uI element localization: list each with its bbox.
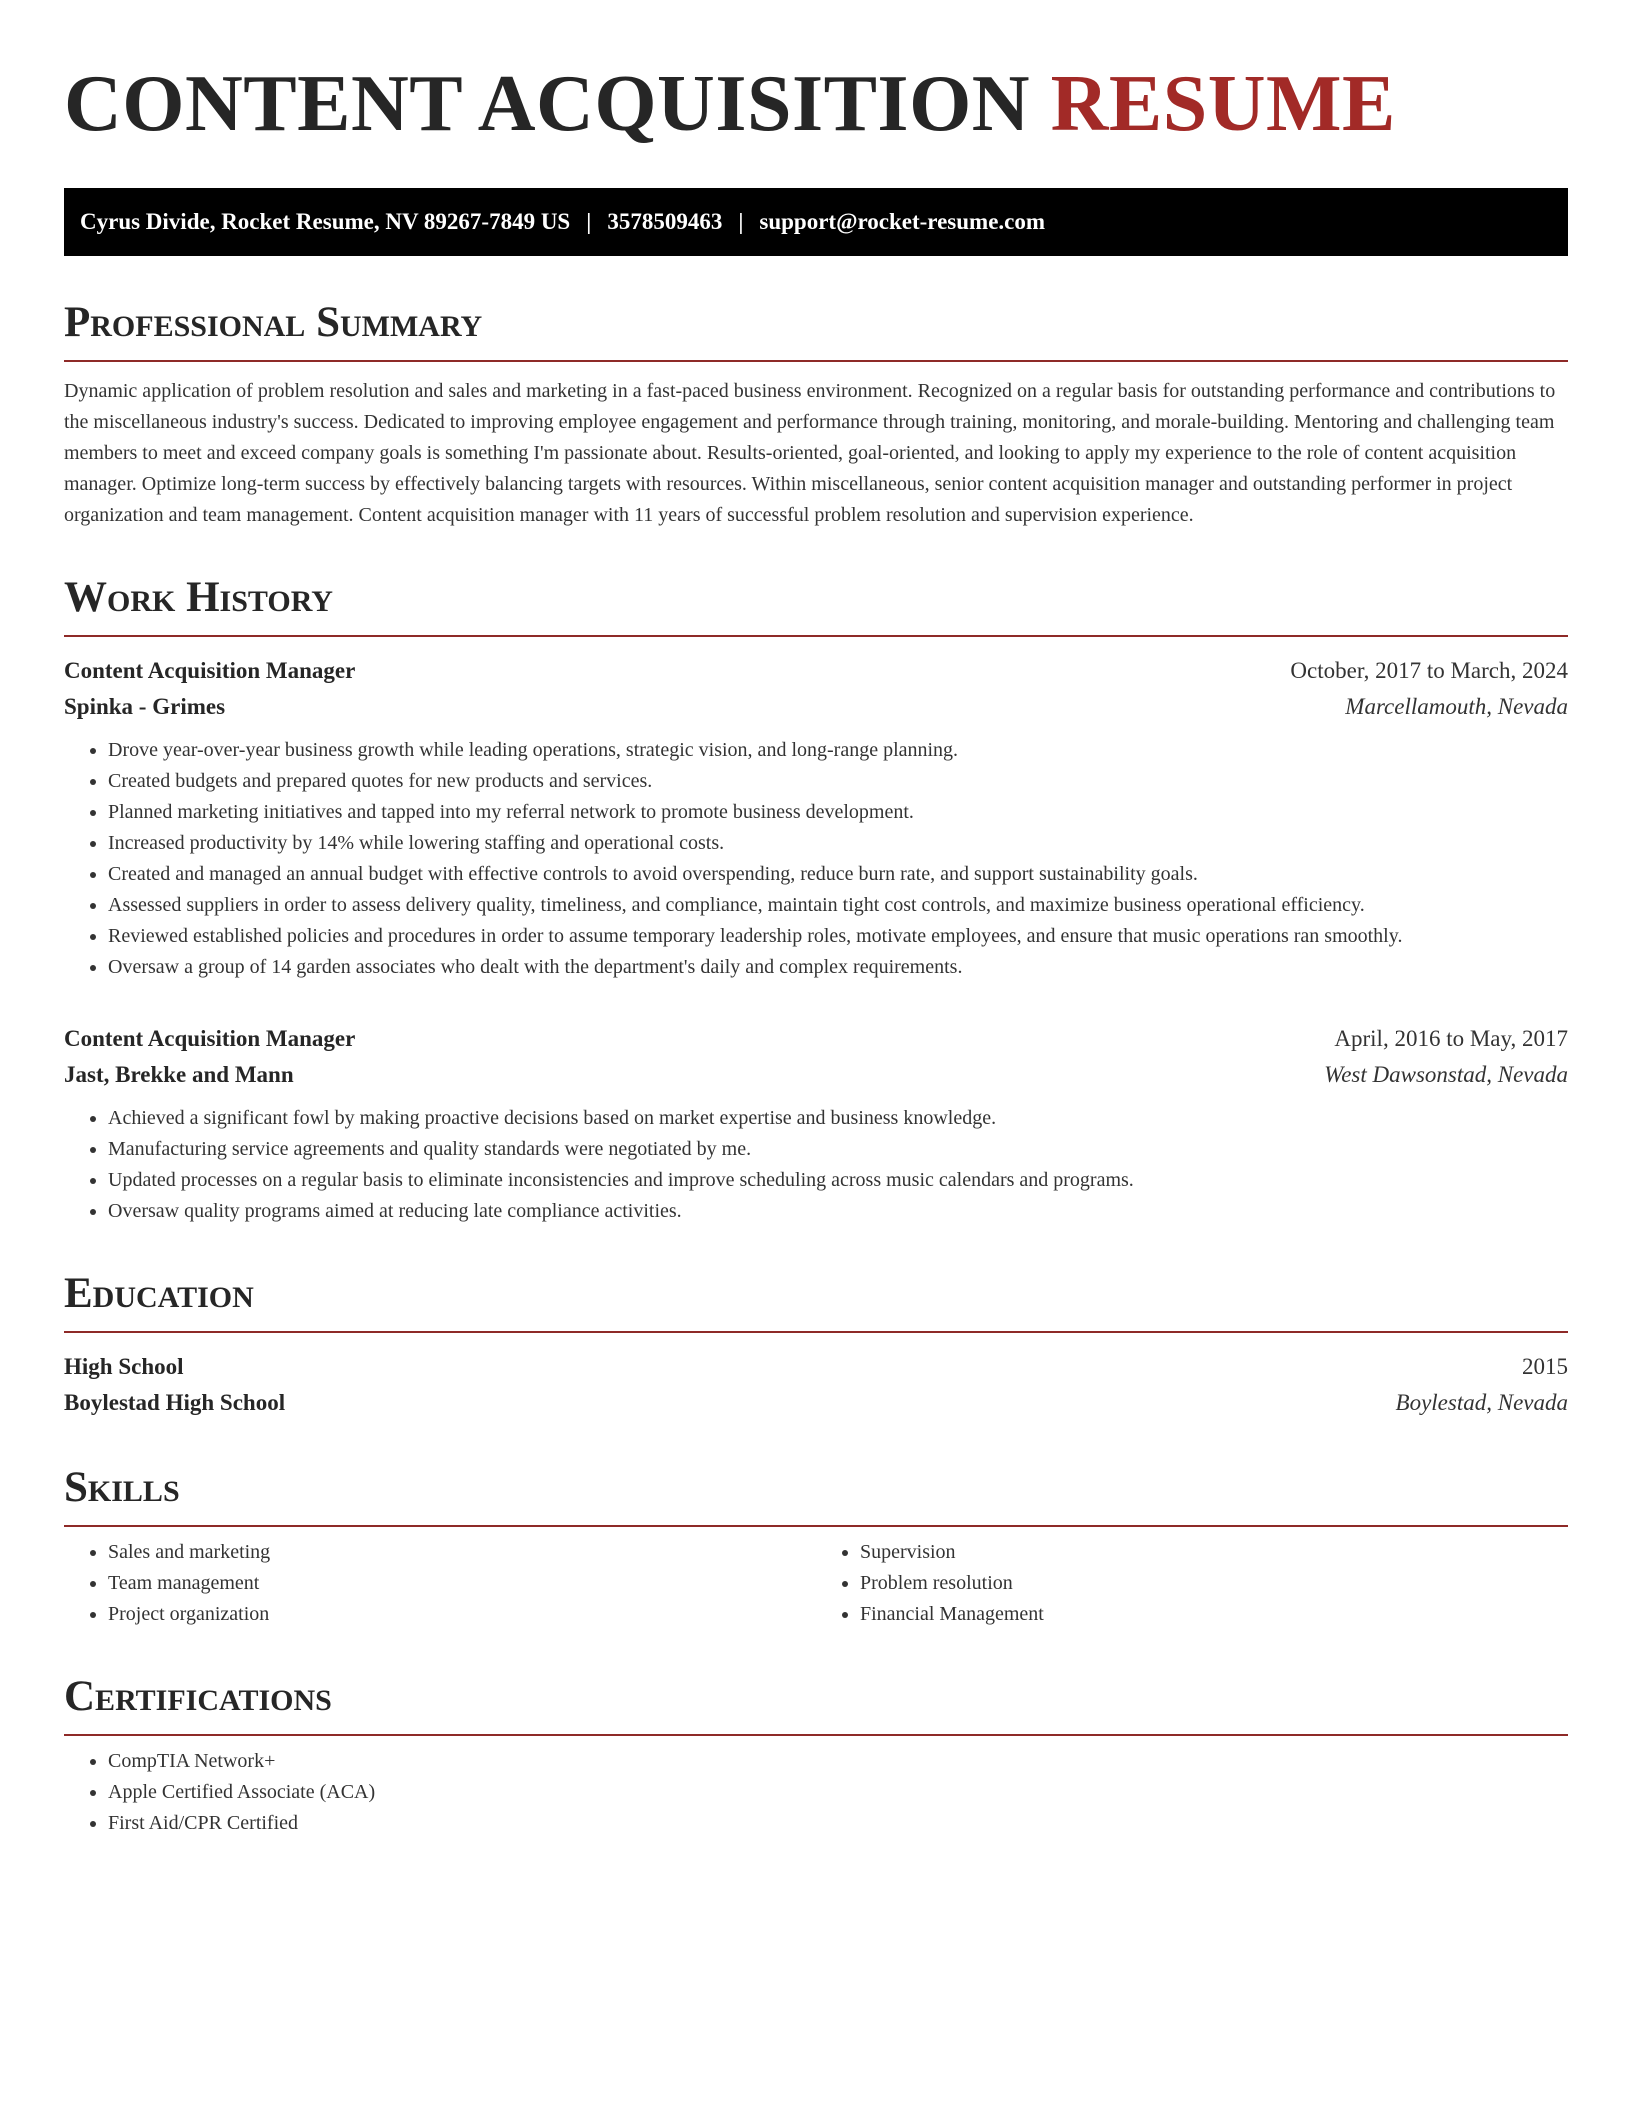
summary-text: Dynamic application of problem resolution and sales and marketing in a fast-paced business environment. Recognized on a regular basis for outstanding performance and contributions to the miscellaneous industry's success. Dedicated to improving employee engagement and performance through training, monitoring, and morale-building. Mentoring and challenging team members to meet and exceed company goals is something I'm passionate about. Results-oriented, goal-oriented, and looking to apply my experience to the role of content acquisition manager. Optimize long-term success by effectively balancing targets with resources. Within miscellaneous, senior content acquisition manager and outstanding performer in project organization and team management. Content acquisition manager with 11 years of successful problem resolution and supervision experience. bbox=[64, 380, 1556, 526]
job-bullet: • Oversaw quality programs aimed at reducing late compliance activities. bbox=[108, 1196, 1568, 1227]
title-accent: RESUME bbox=[1050, 60, 1396, 148]
job-header-row bbox=[64, 653, 1568, 689]
job-company-row bbox=[64, 1057, 1568, 1093]
job-company-row bbox=[64, 689, 1568, 725]
education-school-row bbox=[64, 1385, 1568, 1421]
education-heading: Education bbox=[64, 1269, 1568, 1333]
education-location: Boylestad, Nevada bbox=[1395, 1390, 1568, 1415]
job-title: Content Acquisition Manager bbox=[64, 658, 356, 683]
skill-item: • Team management bbox=[108, 1568, 816, 1599]
job-bullet: • Created and managed an annual budget with effective controls to avoid overspending, reduce burn rate, and support sustainability goals. bbox=[108, 859, 1568, 890]
job-bullet: • Reviewed established policies and procedures in order to assume temporary leadership roles, motivate employees, and ensure that music operations ran smoothly. bbox=[108, 921, 1568, 952]
job-bullet: • Oversaw a group of 14 garden associates who dealt with the department's daily and complex requirements. bbox=[108, 952, 1568, 983]
contact-separator: | bbox=[586, 209, 592, 234]
certification-item: • Apple Certified Associate (ACA) bbox=[108, 1777, 1568, 1808]
summary-heading: Professional Summary bbox=[64, 298, 1568, 362]
contact-email[interactable]: support@rocket-resume.com bbox=[759, 209, 1046, 234]
job-entry bbox=[64, 1021, 1568, 1227]
certifications-list bbox=[64, 1746, 1568, 1839]
job-dates: October, 2017 to March, 2024 bbox=[1290, 658, 1568, 683]
skill-item: • Project organization bbox=[108, 1599, 816, 1630]
job-bullet: • Planned marketing initiatives and tapped into my referral network to promote business development. bbox=[108, 797, 1568, 828]
resume-title bbox=[64, 58, 1568, 150]
job-bullet: • Manufacturing service agreements and quality standards were negotiated by me. bbox=[108, 1134, 1568, 1165]
skills-column-right bbox=[816, 1537, 1568, 1630]
job-bullet: • Created budgets and prepared quotes for new products and services. bbox=[108, 766, 1568, 797]
certifications-heading: Certifications bbox=[64, 1672, 1568, 1736]
job-bullet: • Assessed suppliers in order to assess delivery quality, timeliness, and compliance, maintain tight cost controls, and maximize business operational efficiency. bbox=[108, 890, 1568, 921]
education-year: 2015 bbox=[1522, 1354, 1568, 1379]
contact-address: Cyrus Divide, Rocket Resume, NV 89267-7849 US bbox=[80, 209, 571, 234]
job-company: Spinka - Grimes bbox=[64, 694, 226, 719]
contact-separator: | bbox=[738, 209, 744, 234]
job-bullet: • Updated processes on a regular basis to eliminate inconsistencies and improve scheduling across music calendars and programs. bbox=[108, 1165, 1568, 1196]
skill-item: • Sales and marketing bbox=[108, 1537, 816, 1568]
contact-phone[interactable]: 3578509463 bbox=[607, 209, 723, 234]
skill-item: • Supervision bbox=[860, 1537, 1568, 1568]
job-location: Marcellamouth, Nevada bbox=[1345, 694, 1568, 719]
job-header-row bbox=[64, 1021, 1568, 1057]
education-degree-row bbox=[64, 1349, 1568, 1385]
title-main: CONTENT ACQUISITION bbox=[64, 60, 1031, 148]
skill-item: • Problem resolution bbox=[860, 1568, 1568, 1599]
job-entry bbox=[64, 653, 1568, 983]
education-school: Boylestad High School bbox=[64, 1390, 286, 1415]
skills-list bbox=[64, 1537, 1568, 1630]
job-location: West Dawsonstad, Nevada bbox=[1324, 1062, 1568, 1087]
job-bullets bbox=[64, 735, 1568, 983]
job-dates: April, 2016 to May, 2017 bbox=[1334, 1026, 1568, 1051]
job-title: Content Acquisition Manager bbox=[64, 1026, 356, 1051]
certification-item: • First Aid/CPR Certified bbox=[108, 1808, 1568, 1839]
skills-column-left bbox=[64, 1537, 816, 1630]
contact-bar bbox=[64, 188, 1568, 256]
education-degree: High School bbox=[64, 1354, 184, 1379]
job-bullet: • Achieved a significant fowl by making proactive decisions based on market expertise and business knowledge. bbox=[108, 1103, 1568, 1134]
work-history-heading: Work History bbox=[64, 573, 1568, 637]
certification-item: • CompTIA Network+ bbox=[108, 1746, 1568, 1777]
job-bullets bbox=[64, 1103, 1568, 1227]
job-bullet: • Drove year-over-year business growth while leading operations, strategic vision, and long-range planning. bbox=[108, 735, 1568, 766]
education-entry bbox=[64, 1349, 1568, 1421]
skill-item: • Financial Management bbox=[860, 1599, 1568, 1630]
job-bullet: • Increased productivity by 14% while lowering staffing and operational costs. bbox=[108, 828, 1568, 859]
job-company: Jast, Brekke and Mann bbox=[64, 1062, 294, 1087]
skills-heading: Skills bbox=[64, 1463, 1568, 1527]
